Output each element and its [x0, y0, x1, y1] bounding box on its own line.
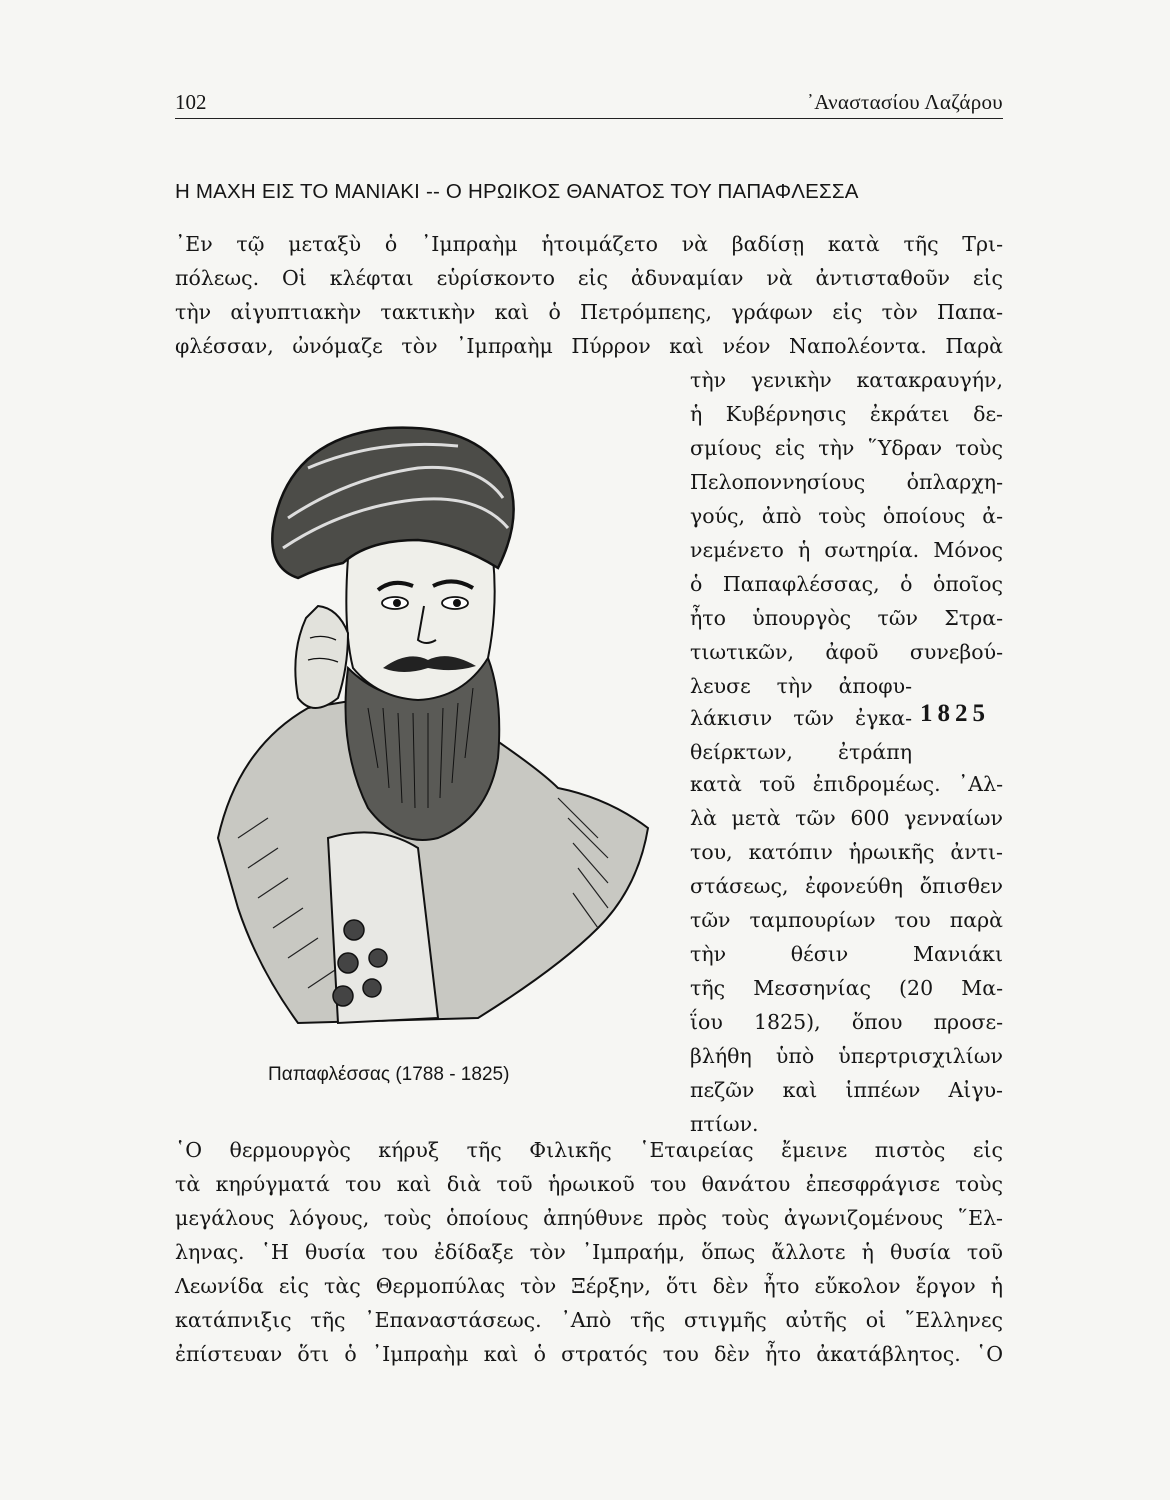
running-head: ᾿Αναστασίου Λαζάρου	[806, 90, 1003, 114]
text-line: βλήθη ὑπὸ ὑπερτρισχιλίων	[690, 1044, 1003, 1068]
text-line: τῆς Μεσσηνίας (20 Μα-	[690, 976, 1003, 1000]
portrait-caption: Παπαφλέσσας (1788 - 1825)	[268, 1064, 510, 1085]
chapter-title: Η ΜΑΧΗ ΕΙΣ ΤΟ ΜΑΝΙΑΚΙ -- Ο ΗΡΩΙΚΟΣ ΘΑΝΑΤΟΣ ΤΟΥ ΠΑΠΑΦΛΕΣΣΑ	[175, 180, 859, 203]
text-line: σμίους εἰς τὴν ῞Υδραν τοὺς	[690, 436, 1003, 460]
text-line: ὁ Παπαφλέσσας, ὁ ὁποῖος	[690, 572, 1003, 596]
text-line: ΐου 1825), ὅπου προσε-	[690, 1010, 1003, 1034]
text-line: λευσε τὴν ἀποφυ-	[690, 674, 912, 698]
text-line: μεγάλους λόγους, τοὺς ὁποίους ἀπηύθυνε πρὸς τοὺς ἀγωνιζομένους ῞Ελ-	[175, 1206, 1003, 1230]
text-line: ῾Ο θερμουργὸς κήρυξ τῆς Φιλικῆς ῾Εταιρείας ἔμεινε πιστὸς εἰς	[175, 1138, 1003, 1162]
text-line: πτίων.	[690, 1112, 759, 1136]
text-line: πεζῶν καὶ ἱππέων Αἰγυ-	[690, 1078, 1003, 1102]
text-line: τῶν ταμπουρίων του παρὰ	[690, 908, 1003, 932]
portrait-engraving	[178, 368, 666, 1028]
text-line: ᾿Εν τῷ μεταξὺ ὁ ᾿Ιμπραὴμ ἡτοιμάζετο νὰ βαδίσῃ κατὰ τῆς Τρι-	[175, 232, 1003, 256]
page-header	[175, 88, 1003, 119]
text-line: τιωτικῶν, ἀφοῦ συνεβού-	[690, 640, 1003, 664]
text-line: θείρκτων, ἐτράπη	[690, 740, 912, 764]
text-line: ἐπίστευαν ὅτι ὁ ᾿Ιμπραὴμ καὶ ὁ στρατός του δὲν ἦτο ἀκατάβλητος. ῾Ο	[175, 1342, 1003, 1366]
text-line: τὴν αἰγυπτιακὴν τακτικὴν καὶ ὁ Πετρόμπεης, γράφων εἰς τὸν Παπα-	[175, 300, 1003, 324]
text-line: τὰ κηρύγματά του καὶ διὰ τοῦ ἡρωικοῦ του θανάτου ἐπεσφράγισε τοὺς	[175, 1172, 1003, 1196]
text-line: Πελοποννησίους ὁπλαρχη-	[690, 470, 1003, 494]
text-line: τὴν γενικὴν κατακραυγήν,	[690, 368, 1003, 392]
text-line: νεμένετο ἡ σωτηρία. Μόνος	[690, 538, 1003, 562]
margin-year: 1825	[920, 700, 990, 727]
text-line: τὴν θέσιν Μανιάκι	[690, 942, 1003, 966]
text-line: λὰ μετὰ τῶν 600 γενναίων	[690, 806, 1003, 830]
text-line: ἡ Κυβέρνησις ἐκράτει δε-	[690, 402, 1003, 426]
text-line: πόλεως. Οἱ κλέφται εὑρίσκοντο εἰς ἀδυναμίαν νὰ ἀντισταθοῦν εἰς	[175, 266, 1003, 290]
text-line: στάσεως, ἐφονεύθη ὄπισθεν	[690, 874, 1003, 898]
text-line: ληνας. ῾Η θυσία του ἐδίδαξε τὸν ᾿Ιμπραήμ, ὅπως ἄλλοτε ἡ θυσία τοῦ	[175, 1240, 1003, 1264]
text-line: ἦτο ὑπουργὸς τῶν Στρα-	[690, 606, 1003, 630]
text-line: του, κατόπιν ἡρωικῆς ἀντι-	[690, 840, 1003, 864]
text-line: Λεωνίδα εἰς τὰς Θερμοπύλας τὸν Ξέρξην, ὅτι δὲν ἦτο εὔκολον ἔργον ἡ	[175, 1274, 1003, 1298]
text-line: λάκισιν τῶν ἐγκα-	[690, 706, 912, 730]
page-number: 102	[175, 90, 207, 114]
text-line: κατάπνιξις τῆς ᾿Επαναστάσεως. ᾿Απὸ τῆς στιγμῆς αὐτῆς οἱ ῞Ελληνες	[175, 1308, 1003, 1332]
text-line: γούς, ἀπὸ τοὺς ὁποίους ἀ-	[690, 504, 1003, 528]
text-line: φλέσσαν, ὠνόμαζε τὸν ᾿Ιμπραὴμ Πύρρον καὶ νέον Ναπολέοντα. Παρὰ	[175, 334, 1003, 358]
text-line: κατὰ τοῦ ἐπιδρομέως. ᾿Αλ-	[690, 772, 1003, 796]
